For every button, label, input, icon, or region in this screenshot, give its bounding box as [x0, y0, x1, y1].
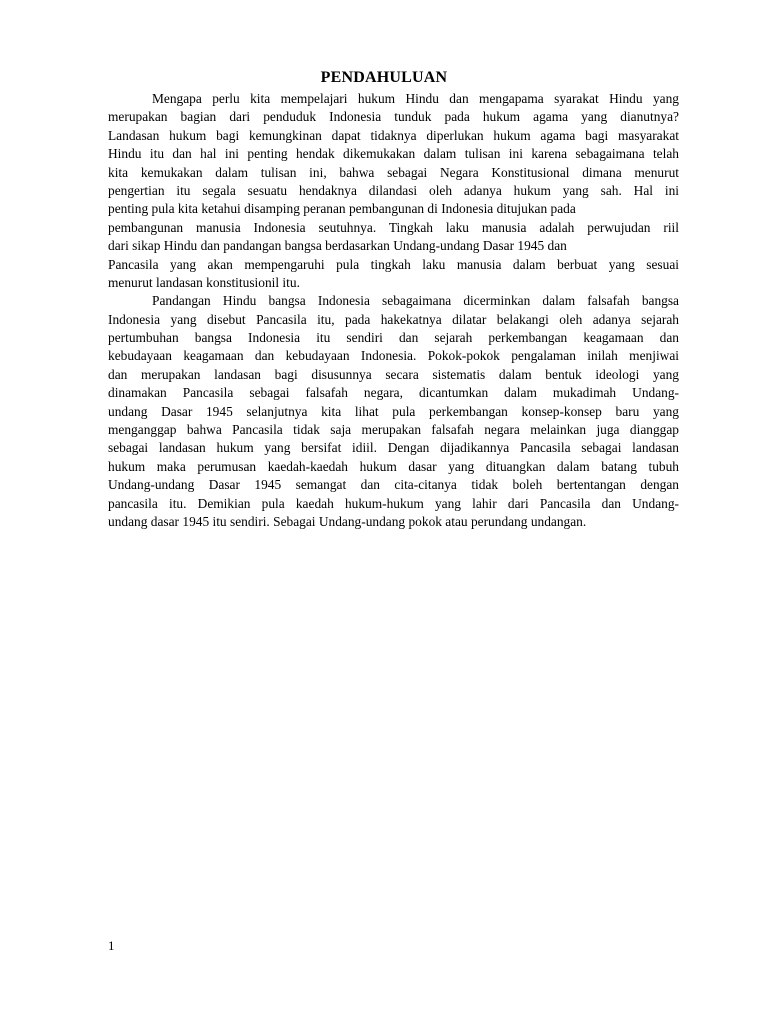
text-line: dinamakan Pancasila sebagai falsafah negara, dicantumkan dalam mukadimah Undang-	[108, 385, 679, 401]
page-title: PENDAHULUAN	[320, 69, 448, 86]
text-line: Mengapa perlu kita mempelajari hukum Hindu dan mengapama syarakat Hindu yang	[152, 91, 679, 106]
text-line: Pancasila yang akan mempengaruhi pula tingkah laku manusia dalam berbuat yang sesuai	[108, 256, 679, 272]
text-line: dari sikap Hindu dan pandangan bangsa berdasarkan Undang-undang Dasar 1945 dan	[108, 238, 567, 254]
page-number: 1	[108, 938, 115, 953]
text-line: penting pula kita ketahui disamping peranan pembangunan di Indonesia ditujukan pada	[108, 201, 576, 217]
text-line: Indonesia yang disebut Pancasila itu, pada hakekatnya dilatar belakangi oleh adanya sejarah	[108, 311, 679, 327]
text-line: undang Dasar 1945 selanjutnya kita lihat pula perkembangan konsep-konsep baru yang	[108, 403, 679, 419]
document-body	[108, 90, 679, 531]
text-line: kebudayaan keagamaan dan kebudayaan Indonesia. Pokok-pokok pengalaman inilah menjiwai	[108, 348, 679, 364]
text-line: hukum maka perumusan kaedah-kaedah hukum dasar yang dituangkan dalam batang tubuh	[108, 458, 679, 474]
text-line: dan merupakan landasan bagi disusunnya secara sistematis dalam bentuk ideologi yang	[108, 366, 679, 382]
text-line: Undang-undang Dasar 1945 semangat dan cita-citanya tidak boleh bertentangan dengan	[108, 477, 679, 493]
text-line: undang dasar 1945 itu sendiri. Sebagai Undang-undang pokok atau perundang undangan.	[108, 513, 587, 529]
text-line: menganggap bahwa Pancasila tidak saja merupakan falsafah negara melainkan juga dianggap	[108, 422, 679, 438]
text-line: Pandangan Hindu bangsa Indonesia sebagaimana dicerminkan dalam falsafah bangsa	[152, 293, 679, 309]
text-line: pembangunan manusia Indonesia seutuhnya. Tingkah laku manusia adalah perwujudan riil	[108, 219, 679, 235]
text-line: menurut landasan konstitusionil itu.	[108, 274, 300, 290]
text-line: Landasan hukum bagi kemungkinan dapat tidaknya diperlukan hukum agama bagi masyarakat	[108, 127, 679, 143]
text-line: pengertian itu segala sesuatu hendaknya dilandasi oleh adanya hukum yang sah. Hal ini	[108, 182, 679, 198]
text-line: Hindu itu dan hal ini penting hendak dikemukakan dalam tulisan ini karena sebagaimana telah	[108, 146, 679, 162]
text-line: sebagai landasan hukum yang bersifat idiil. Dengan dijadikannya Pancasila sebagai landasan	[108, 440, 679, 456]
text-line: pancasila itu. Demikian pula kaedah hukum-hukum yang lahir dari Pancasila dan Undang-	[108, 495, 679, 511]
text-line: kita kemukakan dalam tulisan ini, bahwa sebagai Negara Konstitusional dimana menurut	[108, 164, 679, 180]
text-line: pertumbuhan bangsa Indonesia itu sendiri dan sejarah perkembangan keagamaan dan	[108, 330, 679, 346]
text-line: merupakan bagian dari penduduk Indonesia tunduk pada hukum agama yang dianutnya?	[108, 109, 679, 125]
